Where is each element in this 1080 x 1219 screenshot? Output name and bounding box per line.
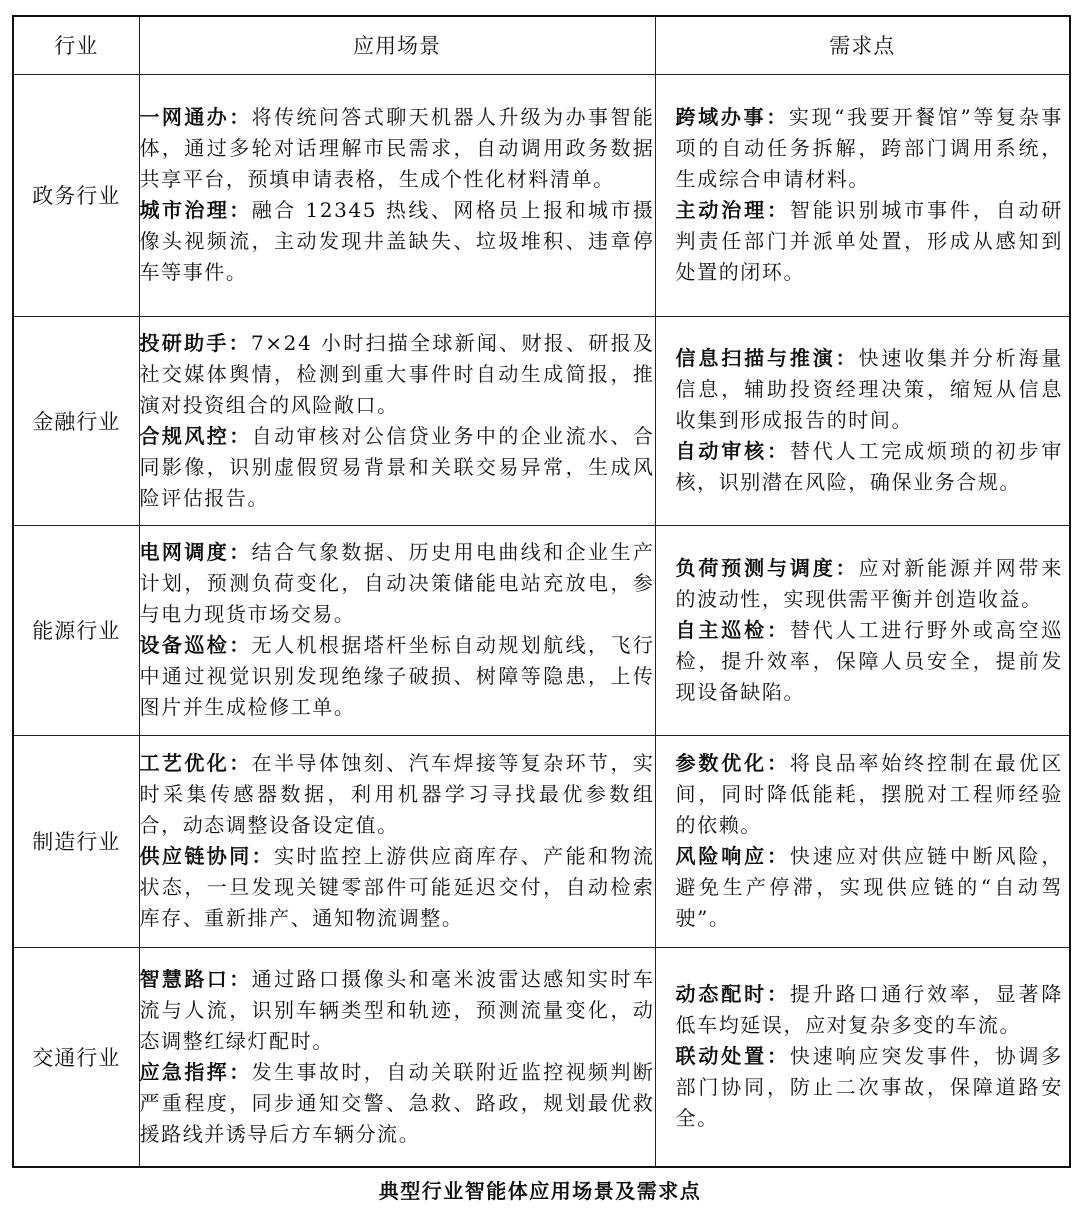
need-item xyxy=(676,841,1064,934)
scenario-text: 自动审核对公信贷业务中的企业流水、合同影像，识别虚假贸易背景和关联交易异常，生成风险评估报告。 xyxy=(139,423,655,510)
scenario-label: 城市治理： xyxy=(139,198,252,222)
table-row xyxy=(13,74,1070,316)
scenario-item xyxy=(140,748,655,841)
need-text: 应对新能源并网带来的波动性，实现供需平衡并创造收益。 xyxy=(675,555,1063,611)
scenario-text: 将传统问答式聊天机器人升级为办事智能体，通过多轮对话理解市民需求，自动调用政务数据共享平台，预填申请表格，生成个性化材料清单。 xyxy=(139,105,655,191)
industry-cell: 政务行业 xyxy=(13,74,139,316)
needs-cell xyxy=(655,735,1070,947)
need-item xyxy=(676,343,1064,436)
need-label: 参数优化： xyxy=(675,751,790,775)
scenario-cell xyxy=(139,947,655,1167)
need-item xyxy=(676,615,1064,708)
scenario-label: 智慧路口： xyxy=(139,966,252,991)
scenario-cell xyxy=(139,74,655,316)
need-item xyxy=(676,979,1064,1041)
need-label: 动态配时： xyxy=(675,982,790,1007)
scenario-text: 实时监控上游供应商库存、产能和物流状态，一旦发现关键零部件可能延迟交付，自动检索库存、重新排产、通知物流调整。 xyxy=(139,844,655,930)
needs-cell xyxy=(655,74,1070,316)
scenario-text: 通过路口摄像头和毫米波雷达感知实时车流与人流，识别车辆类型和轨迹，预测流量变化，动态调整红绿灯配时。 xyxy=(139,966,655,1053)
need-item xyxy=(676,195,1064,288)
needs-cell xyxy=(655,316,1070,525)
need-item xyxy=(676,1041,1064,1134)
need-item xyxy=(676,748,1064,841)
scenario-item xyxy=(140,841,655,934)
scenario-text: 无人机根据塔杆坐标自动规划航线，飞行中通过视觉识别发现绝缘子破损、树障等隐患，上传图片并生成检修工单。 xyxy=(139,633,655,719)
need-text: 提升路口通行效率，显著降低车均延误，应对复杂多变的车流。 xyxy=(675,982,1063,1038)
scenario-item xyxy=(140,964,655,1057)
scenario-text: 结合气象数据、历史用电曲线和企业生产计划，预测负荷变化，自动决策储能电站充放电，参与电力现货市场交易。 xyxy=(139,540,655,626)
need-text: 快速收集并分析海量信息，辅助投资经理决策，缩短从信息收集到形成报告的时间。 xyxy=(675,346,1063,432)
scenario-cell xyxy=(139,735,655,947)
scenario-label: 一网通办： xyxy=(139,105,252,129)
need-label: 自动审核： xyxy=(675,439,790,463)
industry-cell: 能源行业 xyxy=(13,525,139,735)
need-item xyxy=(676,102,1064,195)
needs-cell xyxy=(655,947,1070,1167)
header-scenario: 应用场景 xyxy=(139,16,655,74)
scenario-item xyxy=(140,195,655,288)
need-text: 替代人工进行野外或高空巡检，提升效率，保障人员安全，提前发现设备缺陷。 xyxy=(675,617,1063,704)
header-needs: 需求点 xyxy=(655,16,1070,74)
need-label: 自主巡检： xyxy=(675,617,790,642)
scenario-text: 7×24 小时扫描全球新闻、财报、研报及社交媒体舆情，检测到重大事件时自动生成简报，推演对投资组合的风险敞口。 xyxy=(139,330,655,417)
scenario-item xyxy=(140,630,655,723)
scenario-item xyxy=(140,1057,655,1150)
need-text: 实现“我要开餐馆”等复杂事项的自动任务拆解，跨部门调用系统，生成综合申请材料。 xyxy=(675,105,1064,191)
table-header-row xyxy=(13,16,1070,74)
need-label: 负荷预测与调度： xyxy=(675,555,859,580)
scenario-text: 在半导体蚀刻、汽车焊接等复杂环节，实时采集传感器数据，利用机器学习寻找最优参数组合，动态调整设备设定值。 xyxy=(139,751,655,837)
industry-table xyxy=(12,15,1071,1168)
scenario-text: 发生事故时，自动关联附近监控视频判断严重程度，同步通知交警、急救、路政，规划最优救援路线并诱导后方车辆分流。 xyxy=(139,1059,655,1146)
scenario-text: 融合 12345 热线、网格员上报和城市摄像头视频流，主动发现井盖缺失、垃圾堆积、违章停车等事件。 xyxy=(139,198,655,284)
scenario-item xyxy=(140,537,655,630)
need-label: 风险响应： xyxy=(675,844,790,868)
need-item xyxy=(676,553,1064,615)
table-row xyxy=(13,947,1070,1167)
table-caption: 典型行业智能体应用场景及需求点 xyxy=(378,1179,702,1203)
need-text: 快速应对供应链中断风险，避免生产停滞，实现供应链的“自动驾驶”。 xyxy=(675,844,1063,930)
scenario-label: 合规风控： xyxy=(139,423,252,448)
scenario-cell xyxy=(139,316,655,525)
need-item xyxy=(676,436,1064,498)
header-industry: 行业 xyxy=(13,16,139,74)
industry-cell: 制造行业 xyxy=(13,735,139,947)
industry-cell: 金融行业 xyxy=(13,316,139,525)
scenario-label: 工艺优化： xyxy=(139,751,252,775)
scenario-cell xyxy=(139,525,655,735)
scenario-item xyxy=(140,421,655,514)
table-row xyxy=(13,316,1070,525)
scenario-label: 供应链协同： xyxy=(139,844,275,868)
scenario-label: 投研助手： xyxy=(139,330,251,355)
scenario-label: 设备巡检： xyxy=(139,633,252,657)
industry-cell: 交通行业 xyxy=(13,947,139,1167)
scenario-item xyxy=(140,328,655,421)
need-label: 跨域办事： xyxy=(675,105,789,129)
table-row xyxy=(13,525,1070,735)
need-text: 将良品率始终控制在最优区间，同时降低能耗，摆脱对工程师经验的依赖。 xyxy=(675,751,1063,837)
need-text: 替代人工完成烦琐的初步审核，识别潜在风险，确保业务合规。 xyxy=(675,439,1063,494)
need-label: 主动治理： xyxy=(675,198,790,222)
needs-cell xyxy=(655,525,1070,735)
need-text: 智能识别城市事件，自动研判责任部门并派单处置，形成从感知到处置的闭环。 xyxy=(675,198,1063,284)
table-row xyxy=(13,735,1070,947)
need-label: 联动处置： xyxy=(675,1044,790,1069)
need-label: 信息扫描与推演： xyxy=(675,346,859,370)
scenario-item xyxy=(140,102,655,195)
scenario-label: 应急指挥： xyxy=(139,1059,252,1084)
scenario-label: 电网调度： xyxy=(139,540,252,564)
need-text: 快速响应突发事件，协调多部门协同，防止二次事故，保障道路安全。 xyxy=(675,1044,1063,1131)
